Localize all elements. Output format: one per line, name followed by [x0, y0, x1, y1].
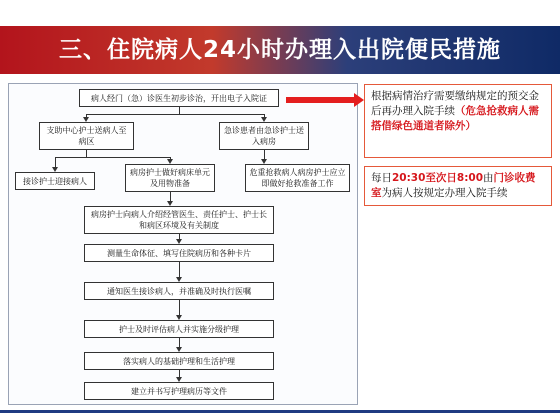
connector [86, 114, 264, 115]
arrow-head [167, 159, 173, 164]
note-prepayment-text: 根据病情治疗需要缴纳规定的预交金后再办理入院手续 [371, 90, 539, 117]
flow-node-rescue-prep: 危重抢救病人病房护士应立即做好抢救准备工作 [245, 164, 350, 192]
flow-node-emergency-nurse: 急诊患者由急诊护士送入病房 [219, 122, 309, 150]
connector [86, 150, 87, 157]
arrow-head [176, 315, 182, 320]
flow-node-introduction: 病房护士向病人介绍经管医生、责任护士、护士长和病区环境及有关制度 [84, 206, 274, 234]
red-arrow-shaft [286, 97, 356, 103]
note-night-admission [364, 166, 552, 206]
slide-title: 三、住院病人24小时办理入出院便民措施 [58, 37, 501, 63]
flow-node-support-center: 支助中心护士送病人至病区 [39, 122, 134, 150]
flow-node-assessment: 护士及时评估病人并实施分级护理 [84, 320, 274, 338]
connector [179, 107, 180, 114]
arrow-head [52, 167, 58, 172]
arrow-head [261, 117, 267, 122]
arrow-head [176, 377, 182, 382]
arrow-head [83, 117, 89, 122]
arrow-head [261, 159, 267, 164]
flow-node-vital-signs: 测量生命体征、填写住院病历和各种卡片 [84, 244, 274, 262]
note-prepayment-exception: （危急抢救病人需搭借绿色通道者除外） [371, 105, 539, 132]
note-night-time: 20:30至次日8:00 [392, 172, 484, 184]
arrow-head [176, 239, 182, 244]
note-prepayment [364, 84, 552, 158]
note-night-mid: 由 [483, 172, 494, 184]
connector [55, 157, 56, 167]
bottom-rule [0, 410, 560, 413]
flow-node-receive-patient: 接诊护士迎接病人 [15, 172, 95, 190]
flow-node-nursing-record: 建立并书写护理病历等文件 [84, 382, 274, 400]
note-night-place: 门诊收费室 [371, 172, 536, 199]
arrow-head [176, 277, 182, 282]
connector [179, 262, 180, 278]
arrow-head [167, 201, 173, 206]
arrow-head [176, 347, 182, 352]
flow-node-notify-doctor: 通知医生接诊病人，并准确及时执行医嘱 [84, 282, 274, 300]
note-night-suffix: 为病人按规定办理入院手续 [381, 187, 508, 199]
connector [55, 157, 170, 158]
flow-node-bed-prep: 病房护士做好病床单元及用物准备 [125, 164, 215, 192]
red-arrow-head [354, 93, 364, 107]
flow-node-basic-care: 落实病人的基础护理和生活护理 [84, 352, 274, 370]
connector [179, 300, 180, 316]
note-night-prefix: 每日 [371, 172, 392, 184]
flowchart-panel [8, 83, 358, 405]
flow-node-admission: 病人经门（急）诊医生初步诊治，开出电子入院证 [79, 89, 279, 107]
